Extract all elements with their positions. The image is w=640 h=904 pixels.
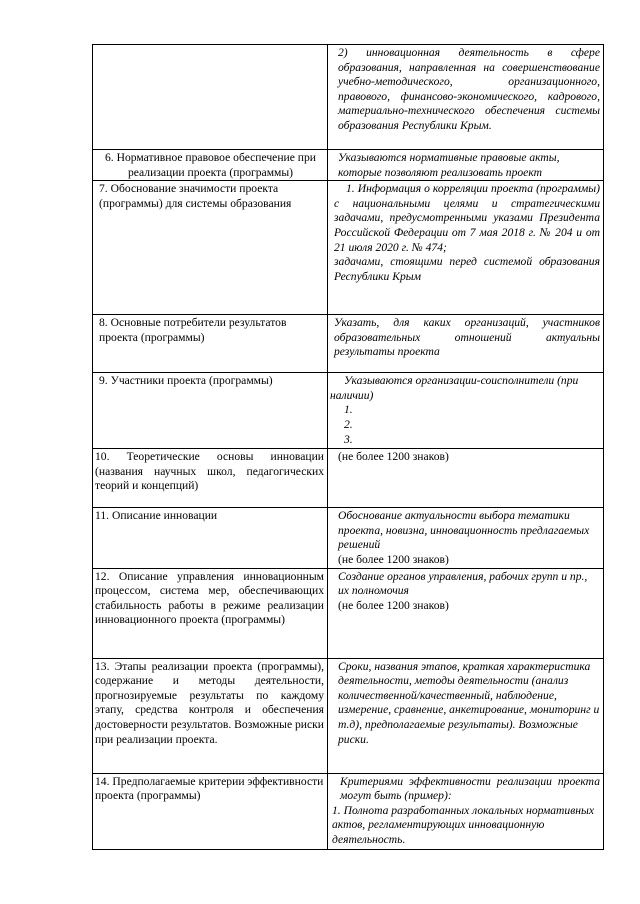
row-content-cell: [328, 449, 604, 508]
table-row: [93, 150, 604, 181]
row-content-cell: [328, 773, 604, 849]
participants-list: [330, 403, 600, 447]
row-title: Описание управления инновационным процессом, система мер, обеспечивающих стабильность работы в режиме реализации инновационного проекта (программы): [95, 569, 324, 627]
list-item: 1. Полнота разработанных локальных нормативных актов, регламентирующих инновационную деятельность.: [332, 803, 595, 846]
row-content: (не более 1200 знаков): [338, 450, 449, 464]
row-title: Теоретические основы инновации (названия научных школ, педагогических теорий и концепций): [95, 450, 324, 493]
row-content: Критериями эффективности реализации проекта могут быть (пример):: [340, 774, 600, 803]
row-title-cell: [93, 658, 328, 773]
table-row: [93, 449, 604, 508]
row-content: Обоснование актуальности выбора тематики проекта, новизна, инновационность предлагаемых решений: [338, 509, 590, 552]
row-title-cell: [93, 373, 328, 449]
project-form-table: [92, 44, 604, 850]
table-row: [93, 773, 604, 849]
row-number: 6.: [105, 151, 114, 164]
row-content-cell: [328, 45, 604, 150]
row-title-cell: [93, 181, 328, 315]
row-number: 9.: [99, 374, 108, 388]
row-title: Описание инновации: [111, 509, 218, 523]
row-content: 2) инновационная деятельность в сфере образования, направленная на совершенствование учебно-методического, организационного, правового, финансово-экономического, кадрового, материально-технического обеспечения системы образования Республики Крым.: [338, 46, 600, 132]
row-note: (не более 1200 знаков): [338, 598, 449, 612]
row-number: 13.: [95, 659, 110, 673]
table-row: [93, 45, 604, 150]
row-content-cell: [328, 373, 604, 449]
row-content: Создание органов управления, рабочих групп и пр., их полномочия: [338, 569, 588, 598]
row-content: Указываются организации-соисполнители (при наличии): [330, 374, 579, 402]
table-row: [93, 658, 604, 773]
row-content: задачами, стоящими перед системой образования Республики Крым: [334, 255, 600, 283]
row-content-cell: [328, 568, 604, 658]
table-row: [93, 373, 604, 449]
row-number: 11.: [95, 509, 110, 523]
row-content-cell: [328, 658, 604, 773]
row-title-cell: [93, 449, 328, 508]
row-number: 8.: [99, 316, 108, 330]
row-title: Обоснование значимости проекта (программы) для системы образования: [99, 182, 292, 210]
row-content: 1. Информация о корреляции проекта (программы) с национальными целями и стратегическими задачами, предусмотренными указами Президента Российской Федерации от 7 мая 2018 г. № 204 и от 21 июля 2020 г. № 474;: [334, 182, 600, 254]
table-row: [93, 508, 604, 568]
list-item: 1.: [344, 403, 353, 417]
row-title-cell: [93, 773, 328, 849]
row-content: Сроки, названия этапов, краткая характеристика деятельности, методы деятельности (анализ количественной/качественный, наблюдение, измерение, сравнение, анкетирование, мониторинг и т.д), предполагаемые результаты). Возможные риски.: [338, 659, 600, 746]
row-content: Указать, для каких организаций, участников образовательных отношений актуальны результаты проекта: [334, 316, 600, 359]
row-content-cell: [328, 181, 604, 315]
criteria-list: [332, 804, 600, 848]
row-title: Основные потребители результатов проекта (программы): [99, 316, 287, 344]
list-item: 2.: [344, 417, 353, 431]
row-number: 12.: [95, 569, 110, 583]
row-title: Участники проекта (программы): [110, 374, 273, 388]
row-title: Этапы реализации проекта (программы), содержание и методы деятельности, прогнозируемые результаты по каждому этапу, средства контроля и обеспечения достоверности результатов. Возможные риски при реализации проекта.: [95, 659, 324, 746]
table-row: [93, 315, 604, 373]
row-content-cell: [328, 508, 604, 568]
row-title-cell: [93, 508, 328, 568]
row-title: Нормативное правовое обеспечение при реализации проекта (программы): [116, 151, 316, 179]
row-number: 14.: [95, 774, 110, 788]
row-content: Указываются нормативные правовые акты, которые позволяют реализовать проект: [338, 151, 560, 179]
row-note: (не более 1200 знаков): [338, 552, 449, 566]
row-title-cell: [93, 568, 328, 658]
row-title-cell: [93, 150, 328, 181]
table-row: [93, 568, 604, 658]
row-title-cell: [93, 315, 328, 373]
row-content-cell: [328, 315, 604, 373]
table-row: [93, 181, 604, 315]
row-content-cell: [328, 150, 604, 181]
list-item: 3.: [344, 432, 353, 446]
row-number: 7.: [99, 182, 108, 196]
row-title-cell: [93, 45, 328, 150]
row-number: 10.: [95, 450, 110, 464]
row-title: Предполагаемые критерии эффективности проекта (программы): [95, 774, 324, 803]
